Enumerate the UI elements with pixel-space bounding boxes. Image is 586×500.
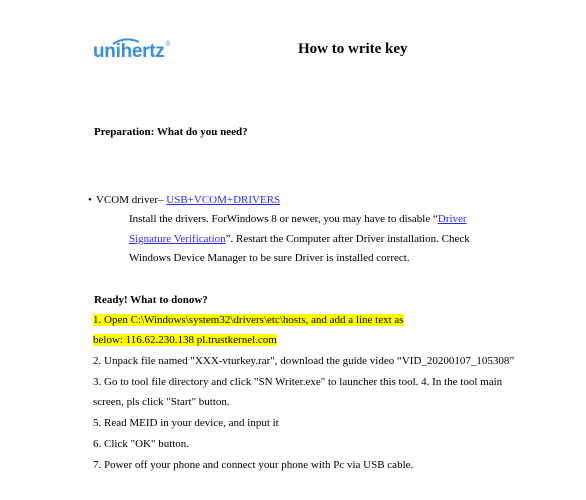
- install-line-2: [129, 232, 470, 246]
- driver-signature-link-part1[interactable]: Driver: [437, 213, 467, 225]
- preparation-heading: Preparation: What do you need?: [94, 126, 248, 138]
- logo-arc-icon: [93, 36, 153, 46]
- step-1-line-2: [93, 333, 277, 347]
- install-text-2: ”. Restart the Computer after Driver installation. Check: [225, 233, 470, 245]
- step-1-highlight-1: 1. Open C:\Windows\system32\drivers\etc\hosts, and add a line text as: [93, 314, 404, 326]
- logo-registered-mark: ®: [165, 41, 171, 48]
- step-3-line-1: 3. Go to tool file directory and click "SN Writer.exe" to launcher this tool. 4. In the tool main: [93, 376, 503, 388]
- step-2: 2. Unpack file named "XXX-vturkey.rar", download the guide video “VID_20200107_105308”: [93, 355, 515, 367]
- step-5: 5. Read MEID in your device, and input it: [93, 417, 279, 429]
- vcom-label: VCOM driver–: [96, 194, 167, 206]
- step-3-line-2: screen, pls click "Start" button.: [93, 396, 230, 408]
- vcom-driver-link[interactable]: USB+VCOM+DRIVERS: [166, 194, 281, 206]
- driver-signature-link-part2[interactable]: Signature Verification: [129, 233, 226, 245]
- step-1-highlight-2: below: 116.62.230.138 pl.trustkernel.com: [93, 334, 277, 346]
- vcom-driver-line: [96, 193, 280, 207]
- install-line-3: Windows Device Manager to be sure Driver is installed correct.: [129, 252, 410, 264]
- install-line-1: [129, 212, 467, 226]
- logo-text: unihertz: [93, 41, 165, 62]
- ready-heading: Ready! What to donow?: [94, 294, 208, 306]
- step-1-line-1: [93, 313, 404, 327]
- step-7: 7. Power off your phone and connect your phone with Pc via USB cable.: [93, 459, 414, 471]
- unihertz-logo: [93, 40, 171, 64]
- step-6: 6. Click "OK" button.: [93, 438, 190, 450]
- bullet-marker: •: [88, 194, 92, 206]
- page-title: How to write key: [298, 41, 408, 57]
- install-text-1: Install the drivers. ForWindows 8 or newer, you may have to disable “: [129, 213, 438, 225]
